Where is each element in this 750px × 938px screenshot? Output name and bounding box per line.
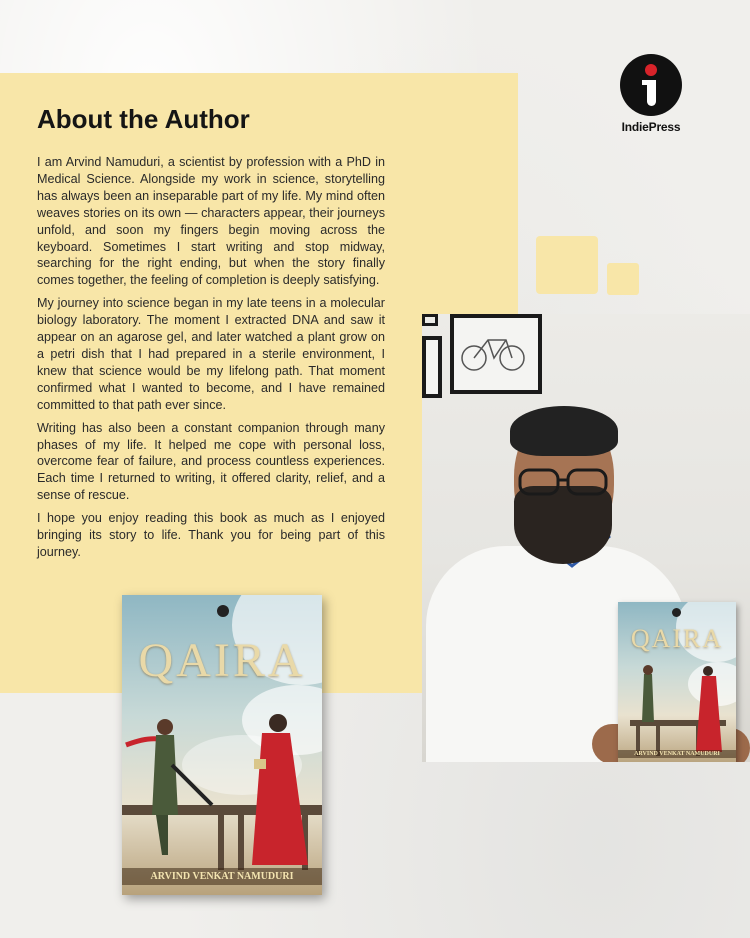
book-cover <box>122 595 322 895</box>
book-cover-illustration <box>122 695 322 870</box>
logo-text: IndiePress <box>621 120 681 134</box>
author-bio <box>37 154 385 567</box>
author-photo <box>422 314 750 762</box>
wall-frame <box>422 336 442 398</box>
logo-mark-icon <box>620 54 682 116</box>
wall-frame-bicycle <box>450 314 542 394</box>
wall-frame <box>422 314 438 326</box>
book-author: ARVIND VENKAT NAMUDURI <box>122 868 322 885</box>
page-title: About the Author <box>37 104 250 134</box>
held-book-author: ARVIND VENKAT NAMUDURI <box>618 750 736 758</box>
decorative-square-small <box>607 263 639 295</box>
bio-paragraph: My journey into science began in my late teens in a molecular biology laboratory. The moment I extracted DNA and saw it appear on an agarose gel, and later watched a plant grow on a petri dish that I had prepared in a sterile environment, I knew that science would be my lifelong path. That moment confirmed what I wanted to become, and I have remained committed to that path ever since. <box>37 296 385 412</box>
decorative-square-large <box>536 236 598 294</box>
book-title: QAIRA <box>138 634 306 687</box>
held-book-cover <box>618 602 736 762</box>
bio-paragraph: Writing has also been a constant companion through many phases of my life. It helped me cope with personal loss, overcome fear of failure, and process countless experiences. Each time I returned to writing, it offered clarity, relief, and a sense of rescue. <box>37 420 385 503</box>
indiepress-logo[interactable] <box>616 54 686 134</box>
glasses-icon <box>514 464 614 498</box>
held-book-title: QAIRA <box>630 624 724 653</box>
person-hair <box>510 406 618 456</box>
bio-paragraph: I hope you enjoy reading this book as much as I enjoyed bringing its story to life. Thank you for being part of this journey. <box>37 511 385 559</box>
book-publisher-logo-icon <box>217 605 229 617</box>
bio-paragraph: I am Arvind Namuduri, a scientist by profession with a PhD in Medical Science. Alongside my work in science, storytelling has always been an inseparable part of my life. My mind often weaves stories on its own — characters appear, their journeys unfold, and soon my fingers begin moving across the keyboard. Sometimes I start writing and stop midway, searching for the right ending, but when the story finally comes together, the feeling of completion is deeply satisfying. <box>37 155 385 288</box>
